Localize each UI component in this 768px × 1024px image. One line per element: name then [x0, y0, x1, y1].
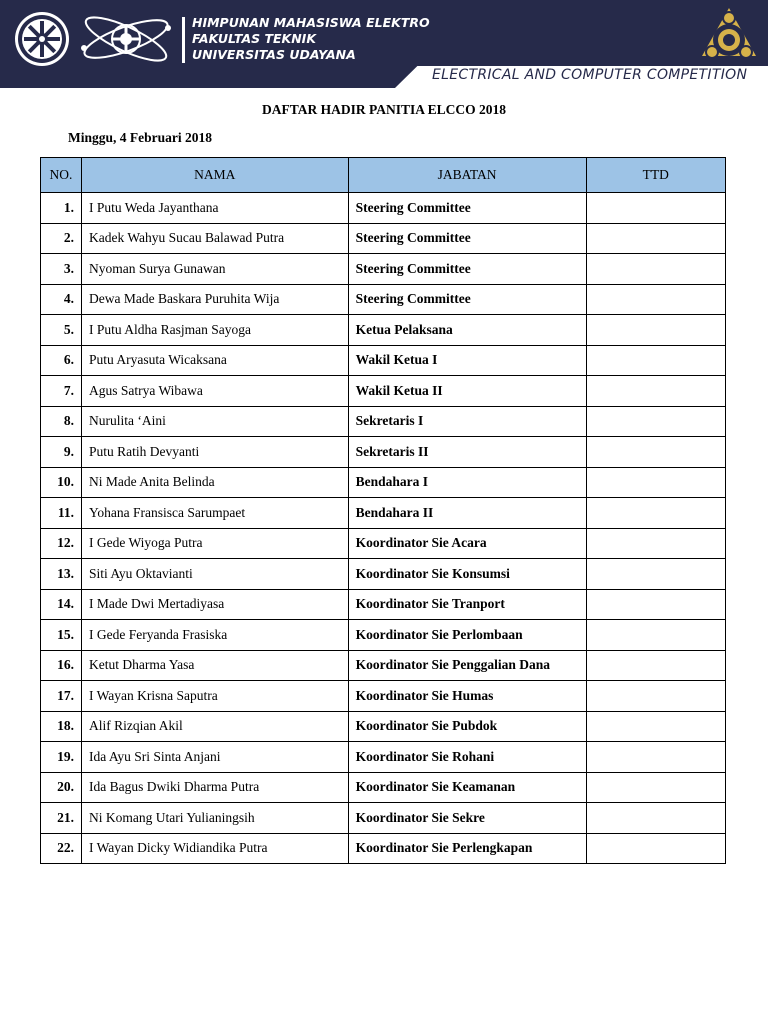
member-position: Koordinator Sie Humas	[348, 681, 586, 712]
table-row	[41, 711, 726, 742]
member-position: Steering Committee	[348, 223, 586, 254]
member-position: Steering Committee	[348, 193, 586, 224]
column-header-jabatan: JABATAN	[348, 158, 586, 193]
signature-cell	[586, 345, 726, 376]
member-name: Yohana Fransisca Sarumpaet	[81, 498, 348, 529]
member-name: Ketut Dharma Yasa	[81, 650, 348, 681]
event-banner-text: ELECTRICAL AND COMPUTER COMPETITION	[432, 67, 748, 83]
member-name: Kadek Wahyu Sucau Balawad Putra	[81, 223, 348, 254]
table-row	[41, 528, 726, 559]
member-position: Bendahara II	[348, 498, 586, 529]
row-number: 3.	[41, 254, 82, 285]
member-name: Ida Ayu Sri Sinta Anjani	[81, 742, 348, 773]
member-name: Putu Ratih Devyanti	[81, 437, 348, 468]
table-row	[41, 254, 726, 285]
row-number: 9.	[41, 437, 82, 468]
table-row	[41, 467, 726, 498]
table-row	[41, 620, 726, 651]
member-position: Koordinator Sie Konsumsi	[348, 559, 586, 590]
member-name: I Wayan Dicky Widiandika Putra	[81, 833, 348, 864]
column-header-ttd: TTD	[586, 158, 726, 193]
table-row	[41, 650, 726, 681]
table-row	[41, 406, 726, 437]
electrical-atom-logo-icon	[76, 8, 176, 70]
signature-cell	[586, 650, 726, 681]
row-number: 14.	[41, 589, 82, 620]
member-position: Wakil Ketua II	[348, 376, 586, 407]
org-line-1: HIMPUNAN MAHASISWA ELEKTRO	[192, 15, 430, 30]
row-number: 8.	[41, 406, 82, 437]
member-name: I Wayan Krisna Saputra	[81, 681, 348, 712]
signature-cell	[586, 467, 726, 498]
table-row	[41, 437, 726, 468]
member-position: Koordinator Sie Sekre	[348, 803, 586, 834]
signature-cell	[586, 437, 726, 468]
row-number: 16.	[41, 650, 82, 681]
organization-name	[192, 15, 430, 63]
table-row	[41, 376, 726, 407]
member-name: Alif Rizqian Akil	[81, 711, 348, 742]
row-number: 1.	[41, 193, 82, 224]
table-row	[41, 803, 726, 834]
member-position: Koordinator Sie Pubdok	[348, 711, 586, 742]
row-number: 12.	[41, 528, 82, 559]
row-number: 11.	[41, 498, 82, 529]
member-name: Agus Satrya Wibawa	[81, 376, 348, 407]
university-seal-icon	[13, 10, 71, 68]
member-name: Nurulita ‘Aini	[81, 406, 348, 437]
header-divider	[182, 17, 185, 63]
member-name: I Putu Weda Jayanthana	[81, 193, 348, 224]
row-number: 15.	[41, 620, 82, 651]
signature-cell	[586, 833, 726, 864]
signature-cell	[586, 406, 726, 437]
row-number: 13.	[41, 559, 82, 590]
table-row	[41, 193, 726, 224]
signature-cell	[586, 376, 726, 407]
member-position: Steering Committee	[348, 284, 586, 315]
table-header-row	[41, 158, 726, 193]
signature-cell	[586, 711, 726, 742]
column-header-no: NO.	[41, 158, 82, 193]
member-position: Koordinator Sie Penggalian Dana	[348, 650, 586, 681]
member-position: Wakil Ketua I	[348, 345, 586, 376]
member-name: Ida Bagus Dwiki Dharma Putra	[81, 772, 348, 803]
member-name: Nyoman Surya Gunawan	[81, 254, 348, 285]
member-name: Putu Aryasuta Wicaksana	[81, 345, 348, 376]
row-number: 2.	[41, 223, 82, 254]
table-row	[41, 742, 726, 773]
signature-cell	[586, 193, 726, 224]
elcco-emblem-icon	[698, 6, 760, 64]
table-row	[41, 315, 726, 346]
signature-cell	[586, 772, 726, 803]
table-row	[41, 223, 726, 254]
signature-cell	[586, 284, 726, 315]
member-position: Koordinator Sie Perlombaan	[348, 620, 586, 651]
table-row	[41, 345, 726, 376]
member-position: Koordinator Sie Rohani	[348, 742, 586, 773]
member-position: Koordinator Sie Keamanan	[348, 772, 586, 803]
signature-cell	[586, 254, 726, 285]
signature-cell	[586, 559, 726, 590]
signature-cell	[586, 315, 726, 346]
signature-cell	[586, 223, 726, 254]
member-position: Steering Committee	[348, 254, 586, 285]
member-position: Ketua Pelaksana	[348, 315, 586, 346]
member-position: Sekretaris II	[348, 437, 586, 468]
member-name: Ni Komang Utari Yulianingsih	[81, 803, 348, 834]
signature-cell	[586, 620, 726, 651]
member-name: I Gede Wiyoga Putra	[81, 528, 348, 559]
member-name: Ni Made Anita Belinda	[81, 467, 348, 498]
row-number: 7.	[41, 376, 82, 407]
org-line-3: UNIVERSITAS UDAYANA	[192, 47, 356, 62]
member-position: Sekretaris I	[348, 406, 586, 437]
row-number: 20.	[41, 772, 82, 803]
member-position: Koordinator Sie Perlengkapan	[348, 833, 586, 864]
signature-cell	[586, 681, 726, 712]
table-row	[41, 589, 726, 620]
table-row	[41, 498, 726, 529]
signature-cell	[586, 803, 726, 834]
member-name: Dewa Made Baskara Puruhita Wija	[81, 284, 348, 315]
table-row	[41, 833, 726, 864]
column-header-nama: NAMA	[81, 158, 348, 193]
signature-cell	[586, 589, 726, 620]
member-position: Bendahara I	[348, 467, 586, 498]
row-number: 5.	[41, 315, 82, 346]
org-line-2: FAKULTAS TEKNIK	[192, 31, 317, 46]
row-number: 22.	[41, 833, 82, 864]
row-number: 4.	[41, 284, 82, 315]
document-title: DAFTAR HADIR PANITIA ELCCO 2018	[261, 102, 506, 117]
signature-cell	[586, 742, 726, 773]
member-position: Koordinator Sie Acara	[348, 528, 586, 559]
table-row	[41, 559, 726, 590]
row-number: 18.	[41, 711, 82, 742]
member-name: I Putu Aldha Rasjman Sayoga	[81, 315, 348, 346]
table-row	[41, 681, 726, 712]
member-name: I Gede Feryanda Frasiska	[81, 620, 348, 651]
row-number: 6.	[41, 345, 82, 376]
document-date: Minggu, 4 Februari 2018	[68, 130, 212, 145]
row-number: 21.	[41, 803, 82, 834]
signature-cell	[586, 498, 726, 529]
table-row	[41, 284, 726, 315]
row-number: 10.	[41, 467, 82, 498]
table-row	[41, 772, 726, 803]
member-name: I Made Dwi Mertadiyasa	[81, 589, 348, 620]
row-number: 19.	[41, 742, 82, 773]
member-name: Siti Ayu Oktavianti	[81, 559, 348, 590]
attendance-table	[40, 157, 726, 864]
member-position: Koordinator Sie Tranport	[348, 589, 586, 620]
table-body	[41, 193, 726, 864]
signature-cell	[586, 528, 726, 559]
row-number: 17.	[41, 681, 82, 712]
